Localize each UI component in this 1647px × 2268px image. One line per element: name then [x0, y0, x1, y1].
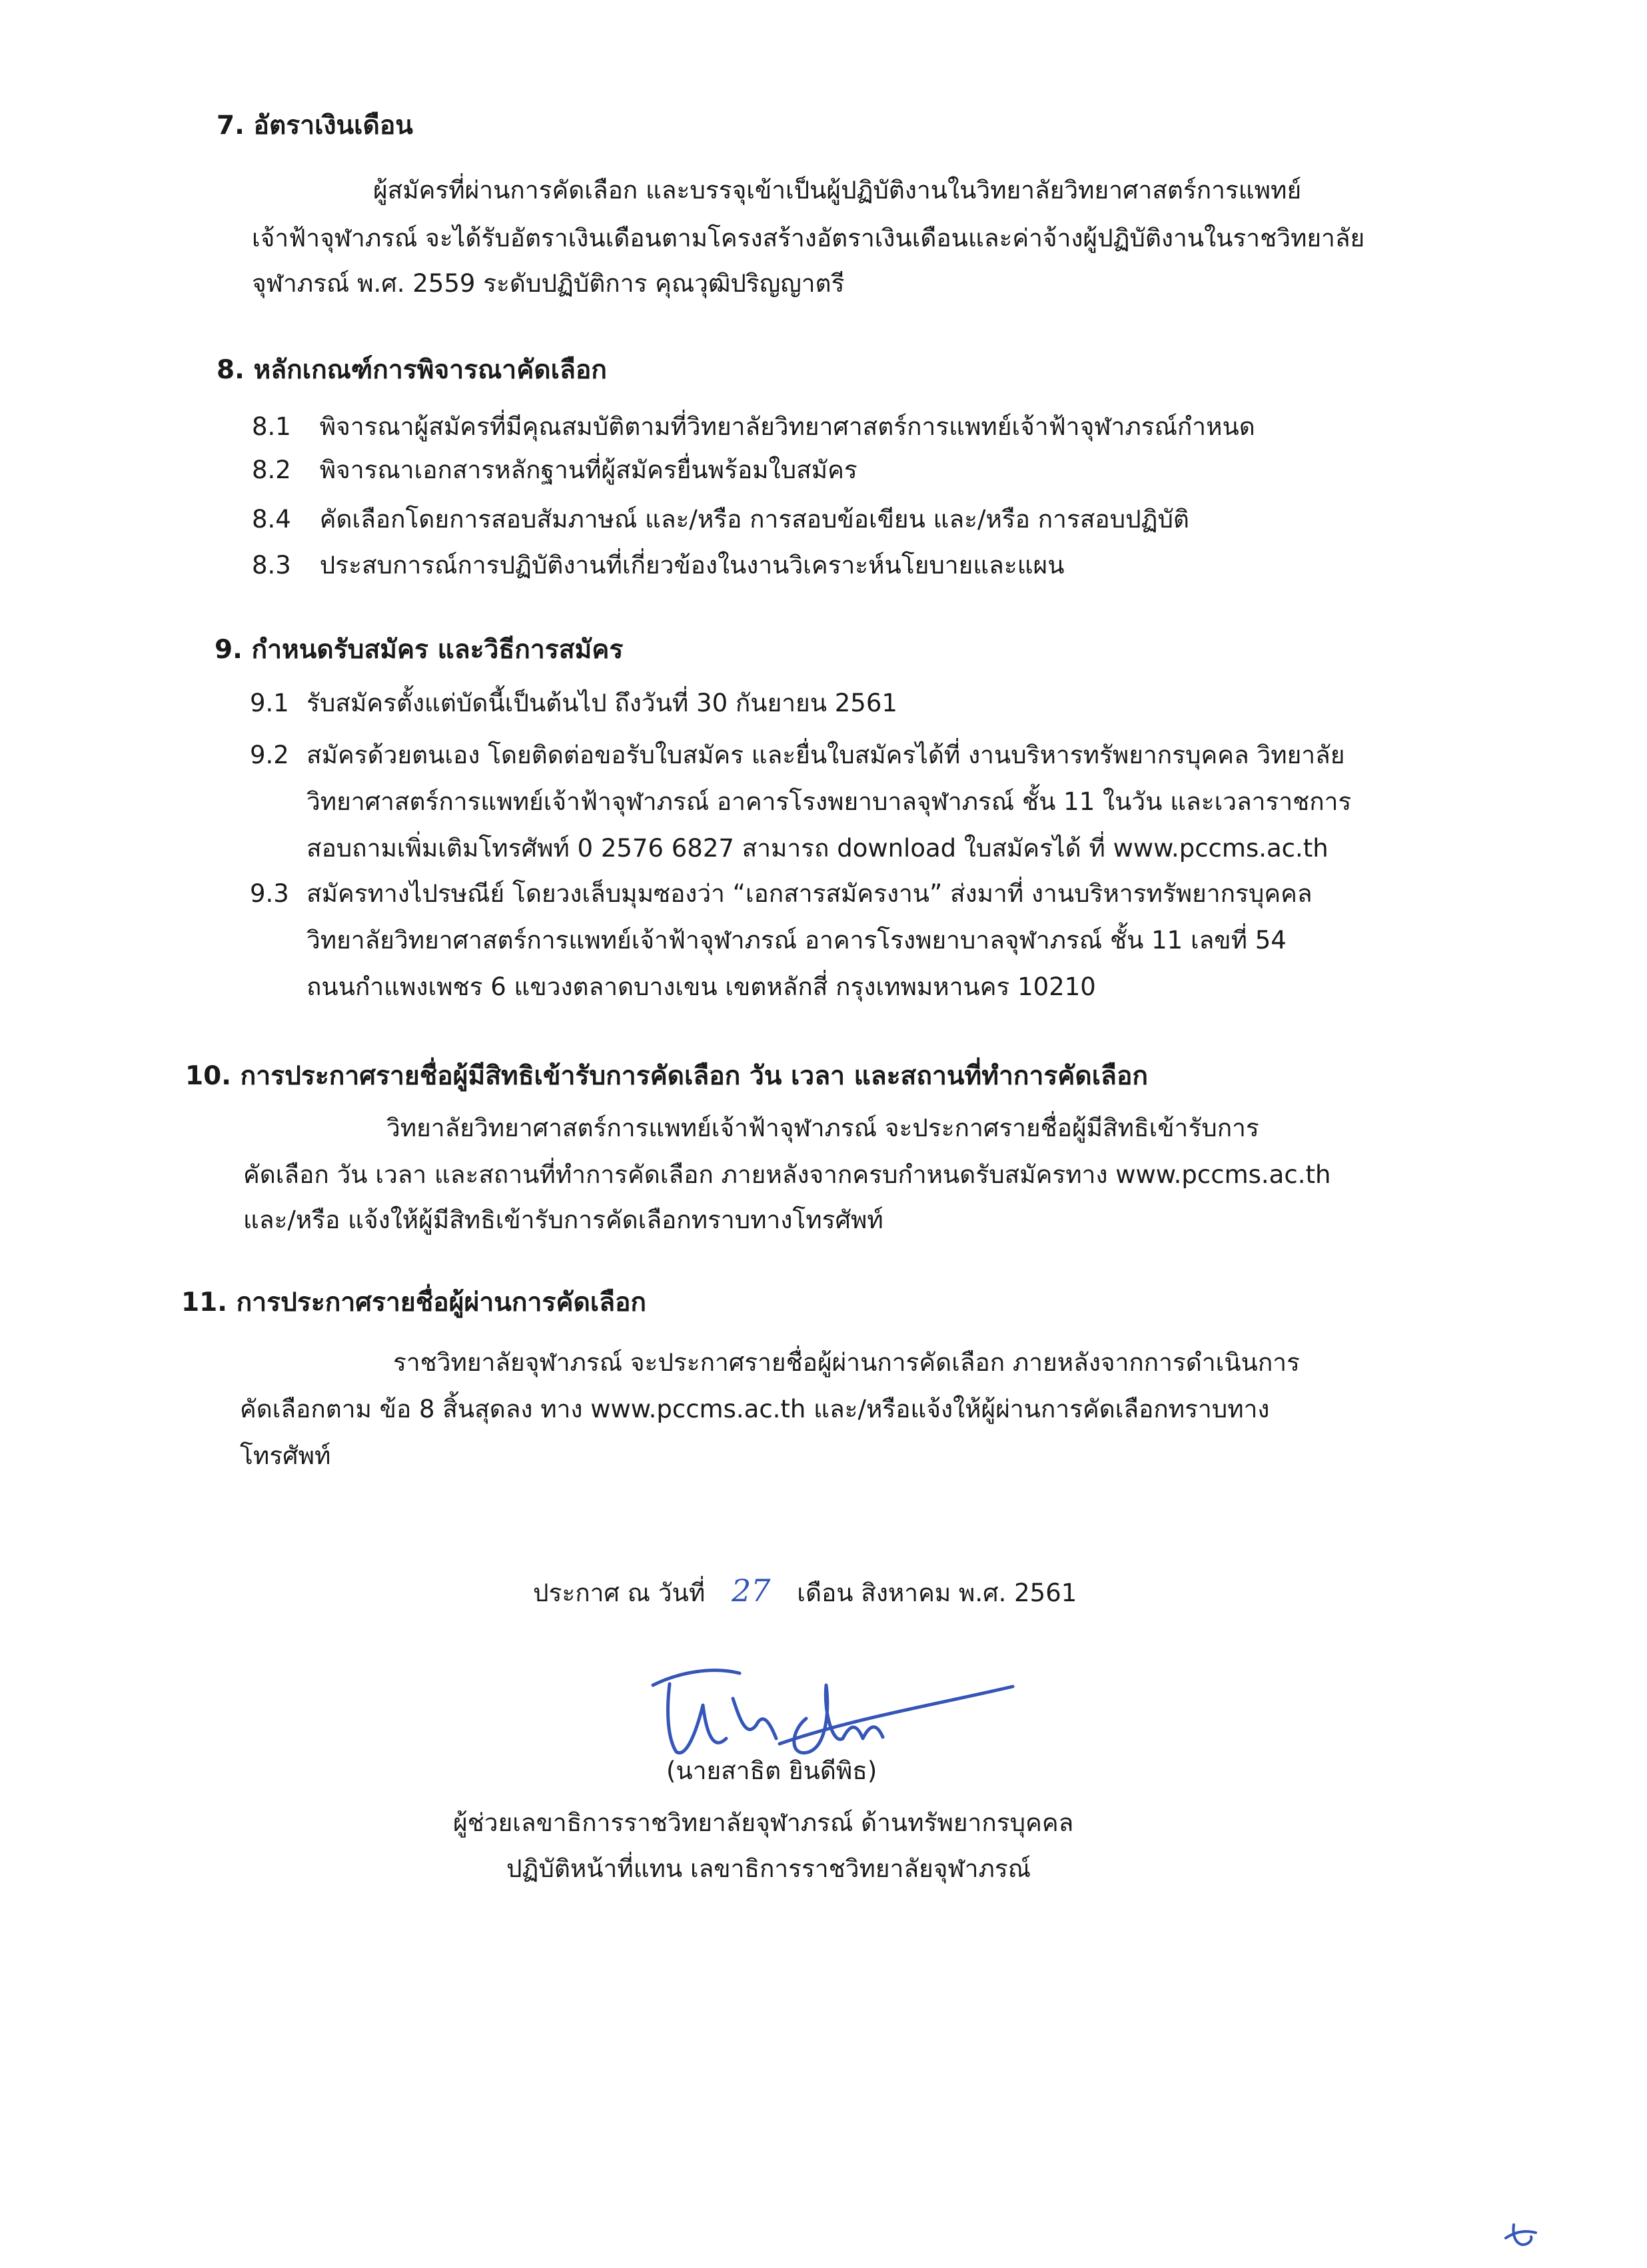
section-11-line-2: คัดเลือกตาม ข้อ 8 สิ้นสุดลง ทาง www.pccms.ac.th และ/หรือแจ้งให้ผู้ผ่านการคัดเลือกทราบทาง: [240, 1395, 1270, 1423]
section-10-line-2: คัดเลือก วัน เวลา และสถานที่ทำการคัดเลือก ภายหลังจากครบกำหนดรับสมัครทาง www.pccms.ac.th: [243, 1160, 1331, 1189]
announcement-prefix: ประกาศ ณ วันที่: [533, 1579, 706, 1607]
section-9-heading: 9. กำหนดรับสมัคร และวิธีการสมัคร: [215, 635, 624, 665]
announcement-suffix: เดือน สิงหาคม พ.ศ. 2561: [797, 1579, 1077, 1607]
section-9-item-3-line-3: ถนนกำแพงเพชร 6 แขวงตลาดบางเขน เขตหลักสี่ กรุงเทพมหานคร 10210: [306, 972, 1096, 1001]
signatory-position-2: ปฏิบัติหน้าที่แทน เลขาธิการราชวิทยาลัยจุฬาภรณ์: [506, 1854, 1031, 1883]
section-8-item: [252, 446, 857, 494]
section-8-item: [252, 542, 1065, 589]
section-10-line-3: และ/หรือ แจ้งให้ผู้มีสิทธิเข้ารับการคัดเลือกทราบทางโทรศัพท์: [243, 1206, 883, 1234]
item-number: 8.4: [252, 505, 291, 534]
signatory-position-1: ผู้ช่วยเลขาธิการราชวิทยาลัยจุฬาภรณ์ ด้านทรัพยากรบุคคล: [453, 1808, 1074, 1837]
section-11-line-3: โทรศัพท์: [240, 1441, 331, 1470]
section-7-line-2: เจ้าฟ้าจุฬาภรณ์ จะได้รับอัตราเงินเดือนตามโครงสร้างอัตราเงินเดือนและค่าจ้างผู้ปฏิบัติงานในราชวิทยาลัย: [252, 224, 1365, 252]
signatory-name: (นายสาธิต ยินดีพิธ): [666, 1756, 877, 1785]
section-9-item-2-line-3: สอบถามเพิ่มเติมโทรศัพท์ 0 2576 6827 สามารถ download ใบสมัครได้ ที่ www.pccms.ac.th: [306, 834, 1329, 863]
section-8-item: [252, 403, 1255, 451]
section-9-item-2-line-1: สมัครด้วยตนเอง โดยติดต่อขอรับใบสมัคร และยื่นใบสมัครได้ที่ งานบริหารทรัพยากรบุคคล วิทยาลัย: [306, 741, 1345, 769]
item-text: พิจารณาเอกสารหลักฐานที่ผู้สมัครยื่นพร้อมใบสมัคร: [319, 456, 857, 484]
item-number: 8.3: [252, 551, 291, 579]
section-10-heading: 10. การประกาศรายชื่อผู้มีสิทธิเข้ารับการคัดเลือก วัน เวลา และสถานที่ทำการคัดเลือก: [185, 1061, 1148, 1091]
section-8-heading: 8. หลักเกณฑ์การพิจารณาคัดเลือก: [217, 355, 607, 385]
item-text: ประสบการณ์การปฏิบัติงานที่เกี่ยวข้องในงานวิเคราะห์นโยบายและแผน: [319, 551, 1065, 579]
section-10-line-1: วิทยาลัยวิทยาศาสตร์การแพทย์เจ้าฟ้าจุฬาภรณ์ จะประกาศรายชื่อผู้มีสิทธิเข้ารับการ: [386, 1114, 1259, 1142]
section-9-item-1-number: 9.1: [250, 689, 289, 717]
section-9-item-2-number: 9.2: [250, 741, 289, 769]
section-11-heading: 11. การประกาศรายชื่อผู้ผ่านการคัดเลือก: [181, 1288, 647, 1318]
section-9-item-2-line-2: วิทยาศาสตร์การแพทย์เจ้าฟ้าจุฬาภรณ์ อาคารโรงพยาบาลจุฬาภรณ์ ชั้น 11 ในวัน และเวลาราชการ: [306, 787, 1352, 816]
item-number: 8.1: [252, 412, 291, 441]
section-11-line-1: ราชวิทยาลัยจุฬาภรณ์ จะประกาศรายชื่อผู้ผ่านการคัดเลือก ภายหลังจากการดำเนินการ: [393, 1348, 1300, 1377]
section-9-item-3-number: 9.3: [250, 879, 289, 908]
section-8-item: [252, 496, 1189, 544]
section-7-heading: 7. อัตราเงินเดือน: [217, 111, 413, 141]
section-7-line-1: ผู้สมัครที่ผ่านการคัดเลือก และบรรจุเข้าเป็นผู้ปฏิบัติงานในวิทยาลัยวิทยาศาสตร์การแพทย์: [373, 176, 1302, 204]
item-number: 8.2: [252, 456, 291, 484]
section-7-line-3: จุฬาภรณ์ พ.ศ. 2559 ระดับปฏิบัติการ คุณวุฒิปริญญาตรี: [252, 269, 845, 298]
item-text: คัดเลือกโดยการสอบสัมภาษณ์ และ/หรือ การสอบข้อเขียน และ/หรือ การสอบปฏิบัติ: [319, 505, 1189, 534]
initial-mark: [1499, 2218, 1546, 2251]
announcement-date: [533, 1567, 1077, 1617]
item-text: พิจารณาผู้สมัครที่มีคุณสมบัติตามที่วิทยาลัยวิทยาศาสตร์การแพทย์เจ้าฟ้าจุฬาภรณ์กำหนด: [319, 412, 1255, 441]
section-9-item-3-line-2: วิทยาลัยวิทยาศาสตร์การแพทย์เจ้าฟ้าจุฬาภรณ์ อาคารโรงพยาบาลจุฬาภรณ์ ชั้น 11 เลขที่ 54: [306, 926, 1287, 954]
section-9-item-1-line-1: รับสมัครตั้งแต่บัดนี้เป็นต้นไป ถึงวันที่ 30 กันยายน 2561: [306, 689, 897, 717]
section-9-item-3-line-1: สมัครทางไปรษณีย์ โดยวงเล็บมุมซองว่า “เอกสารสมัครงาน” ส่งมาที่ งานบริหารทรัพยากรบุคคล: [306, 879, 1313, 908]
announcement-day-handwritten: 27: [731, 1573, 771, 1609]
